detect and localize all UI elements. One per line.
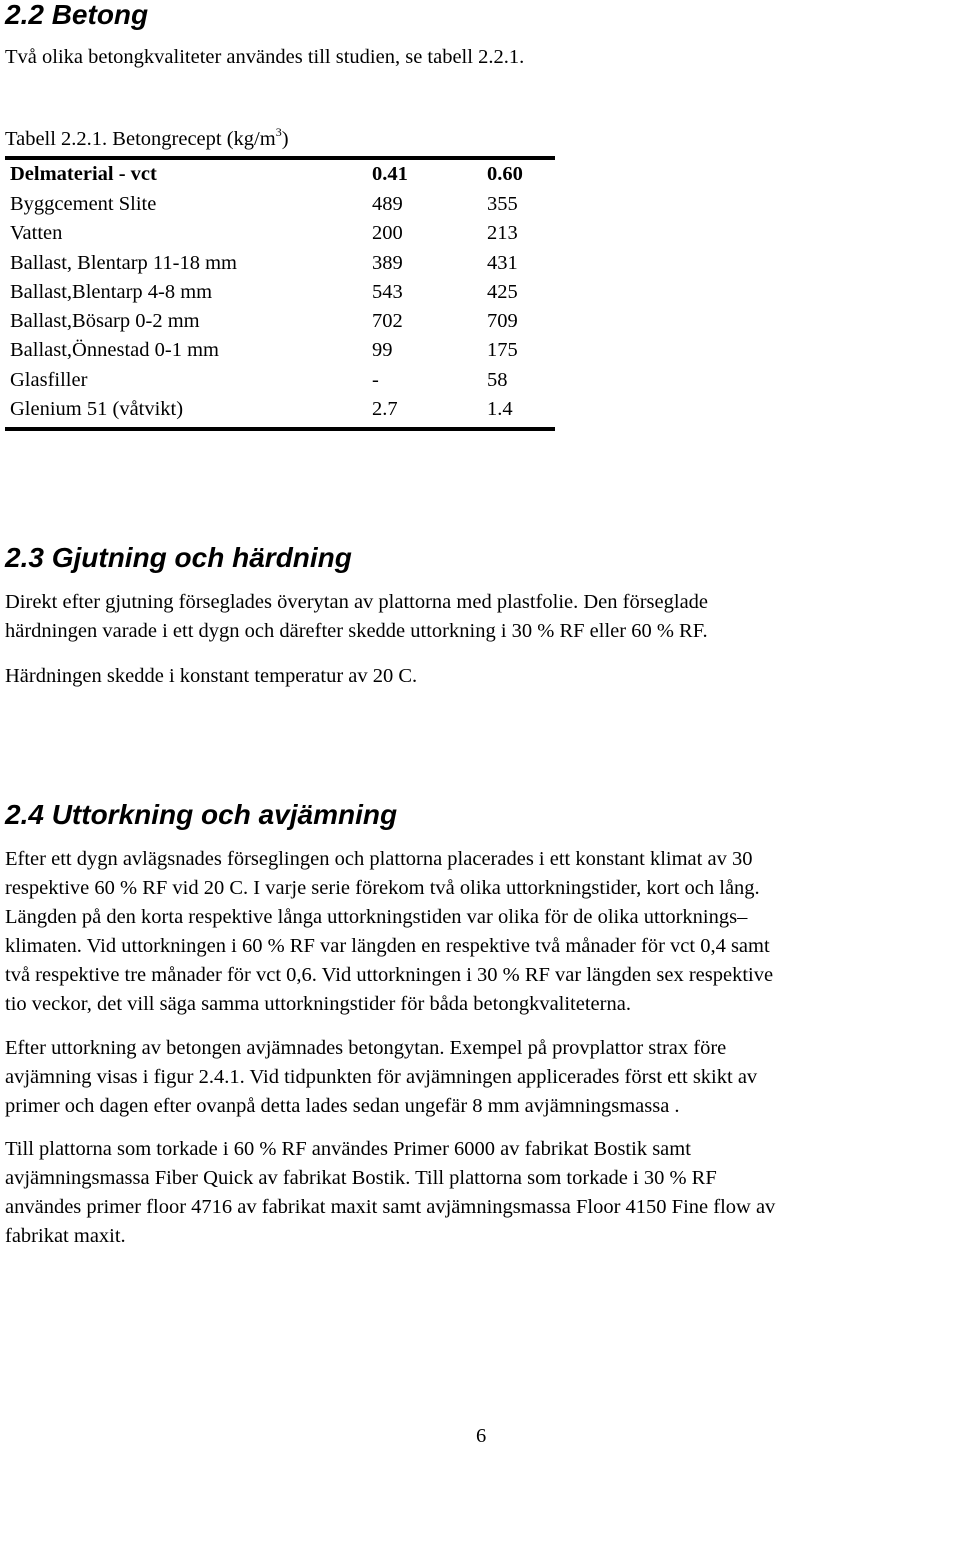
materials-paragraph-line: Till plattorna som torkade i 60 % RF användes Primer 6000 av fabrikat Bostik samt <box>5 1138 691 1160</box>
table-cell: 213 <box>487 222 518 245</box>
table-cell: - <box>372 368 379 391</box>
materials-paragraph-line: fabrikat maxit. <box>5 1225 126 1247</box>
table-row <box>10 366 557 395</box>
table-cell: 200 <box>372 222 403 245</box>
levelling-paragraph-line: Efter uttorkning av betongen avjämnades betongytan. Exempel på provplattor strax före <box>5 1037 727 1059</box>
curing-temperature-paragraph <box>5 662 950 691</box>
table-cell: 1.4 <box>487 398 513 421</box>
section-heading-2-2: 2.2 Betong <box>5 0 149 30</box>
concrete-recipe-table <box>10 160 557 424</box>
table-row <box>10 219 557 248</box>
table-cell: 702 <box>372 310 403 333</box>
table-cell: Ballast,Blentarp 4-8 mm <box>10 280 213 303</box>
drying-paragraph <box>5 845 950 1019</box>
table-row <box>10 336 557 365</box>
table-header-cell: 0.41 <box>372 163 408 186</box>
section-heading-2-4: 2.4 Uttorkning och avjämning <box>5 799 398 830</box>
table-cell: 489 <box>372 193 403 215</box>
curing-temperature-line: Härdningen skedde i konstant temperatur av 20 C. <box>5 665 418 687</box>
table-header-cell: Delmaterial - vct <box>10 163 157 186</box>
drying-paragraph-line: två respektive tre månader för vct 0,6. Vid uttorkningen i 30 % RF var längden sex respektive <box>5 964 774 986</box>
page-number: 6 <box>476 1425 487 1447</box>
table-cell: 58 <box>487 368 508 391</box>
table-caption-close: ) <box>281 128 289 150</box>
levelling-paragraph <box>5 1034 950 1121</box>
table-cell: Ballast,Bösarp 0-2 mm <box>10 310 200 333</box>
drying-paragraph-line: klimaten. Vid uttorkningen i 60 % RF var längden en respektive två månader för vct 0,4 samt <box>5 935 770 957</box>
table-caption-superscript: 3 <box>275 125 282 139</box>
table-caption <box>5 125 289 151</box>
table-cell: 431 <box>487 251 518 274</box>
table-cell: 543 <box>372 280 403 303</box>
table-cell: 709 <box>487 310 518 333</box>
table-bottom-rule <box>5 427 555 431</box>
drying-paragraph-line: Efter ett dygn avlägsnades förseglingen och plattorna placerades i ett konstant klimat av 30 <box>5 848 753 870</box>
table-cell: 355 <box>487 193 518 215</box>
curing-paragraph <box>5 588 950 646</box>
table-row <box>10 190 557 219</box>
curing-paragraph-line: Direkt efter gjutning förseglades överytan av plattorna med plastfolie. Den förseglade <box>5 591 709 613</box>
table-cell: 425 <box>487 280 518 303</box>
levelling-paragraph-line: avjämning visas i figur 2.4.1. Vid tidpunkten för avjämningen applicerades först ett skikt av <box>5 1066 758 1088</box>
section-heading-2-3: 2.3 Gjutning och härdning <box>5 542 352 573</box>
table-cell: Glenium 51 (våtvikt) <box>10 398 184 421</box>
table-cell: 2.7 <box>372 398 398 421</box>
materials-paragraph-line: avjämningsmassa Fiber Quick av fabrikat Bostik. Till plattorna som torkade i 30 % RF <box>5 1167 717 1189</box>
table-row <box>10 395 557 424</box>
table-row <box>10 249 557 278</box>
table-cell: Ballast,Önnestad 0-1 mm <box>10 339 219 362</box>
table-cell: 99 <box>372 339 393 362</box>
table-cell: 175 <box>487 339 518 362</box>
table-cell: Glasfiller <box>10 368 88 391</box>
table-row <box>10 278 557 307</box>
drying-paragraph-line: respektive 60 % RF vid 20 C. I varje serie förekom två olika uttorkningstider, kort och lång. <box>5 877 760 899</box>
table-header-row <box>10 160 557 190</box>
table-header-cell: 0.60 <box>487 163 523 186</box>
intro-paragraph <box>5 43 950 72</box>
table-cell: Ballast, Blentarp 11-18 mm <box>10 251 237 274</box>
drying-paragraph-line: tio veckor, det vill säga samma uttorkningstider för båda betongkvaliteterna. <box>5 993 631 1015</box>
table-row <box>10 307 557 336</box>
materials-paragraph-line: användes primer floor 4716 av fabrikat maxit samt avjämningsmassa Floor 4150 Fine flow av <box>5 1196 776 1218</box>
curing-paragraph-line: härdningen varade i ett dygn och därefter skedde uttorkning i 30 % RF eller 60 % RF. <box>5 620 708 642</box>
intro-line: Två olika betongkvaliteter användes till studien, se tabell 2.2.1. <box>5 46 525 68</box>
table-cell: 389 <box>372 251 403 274</box>
levelling-paragraph-line: primer och dagen efter ovanpå detta lades sedan ungefär 8 mm avjämningsmassa . <box>5 1095 680 1117</box>
drying-paragraph-line: Längden på den korta respektive långa uttorkningstiden var olika för de olika uttorknings– <box>5 906 748 928</box>
table-cell: Vatten <box>10 222 63 245</box>
table-cell: Byggcement Slite <box>10 193 157 215</box>
table-caption-text: Tabell 2.2.1. Betongrecept (kg/m <box>5 128 276 150</box>
materials-paragraph <box>5 1135 950 1251</box>
